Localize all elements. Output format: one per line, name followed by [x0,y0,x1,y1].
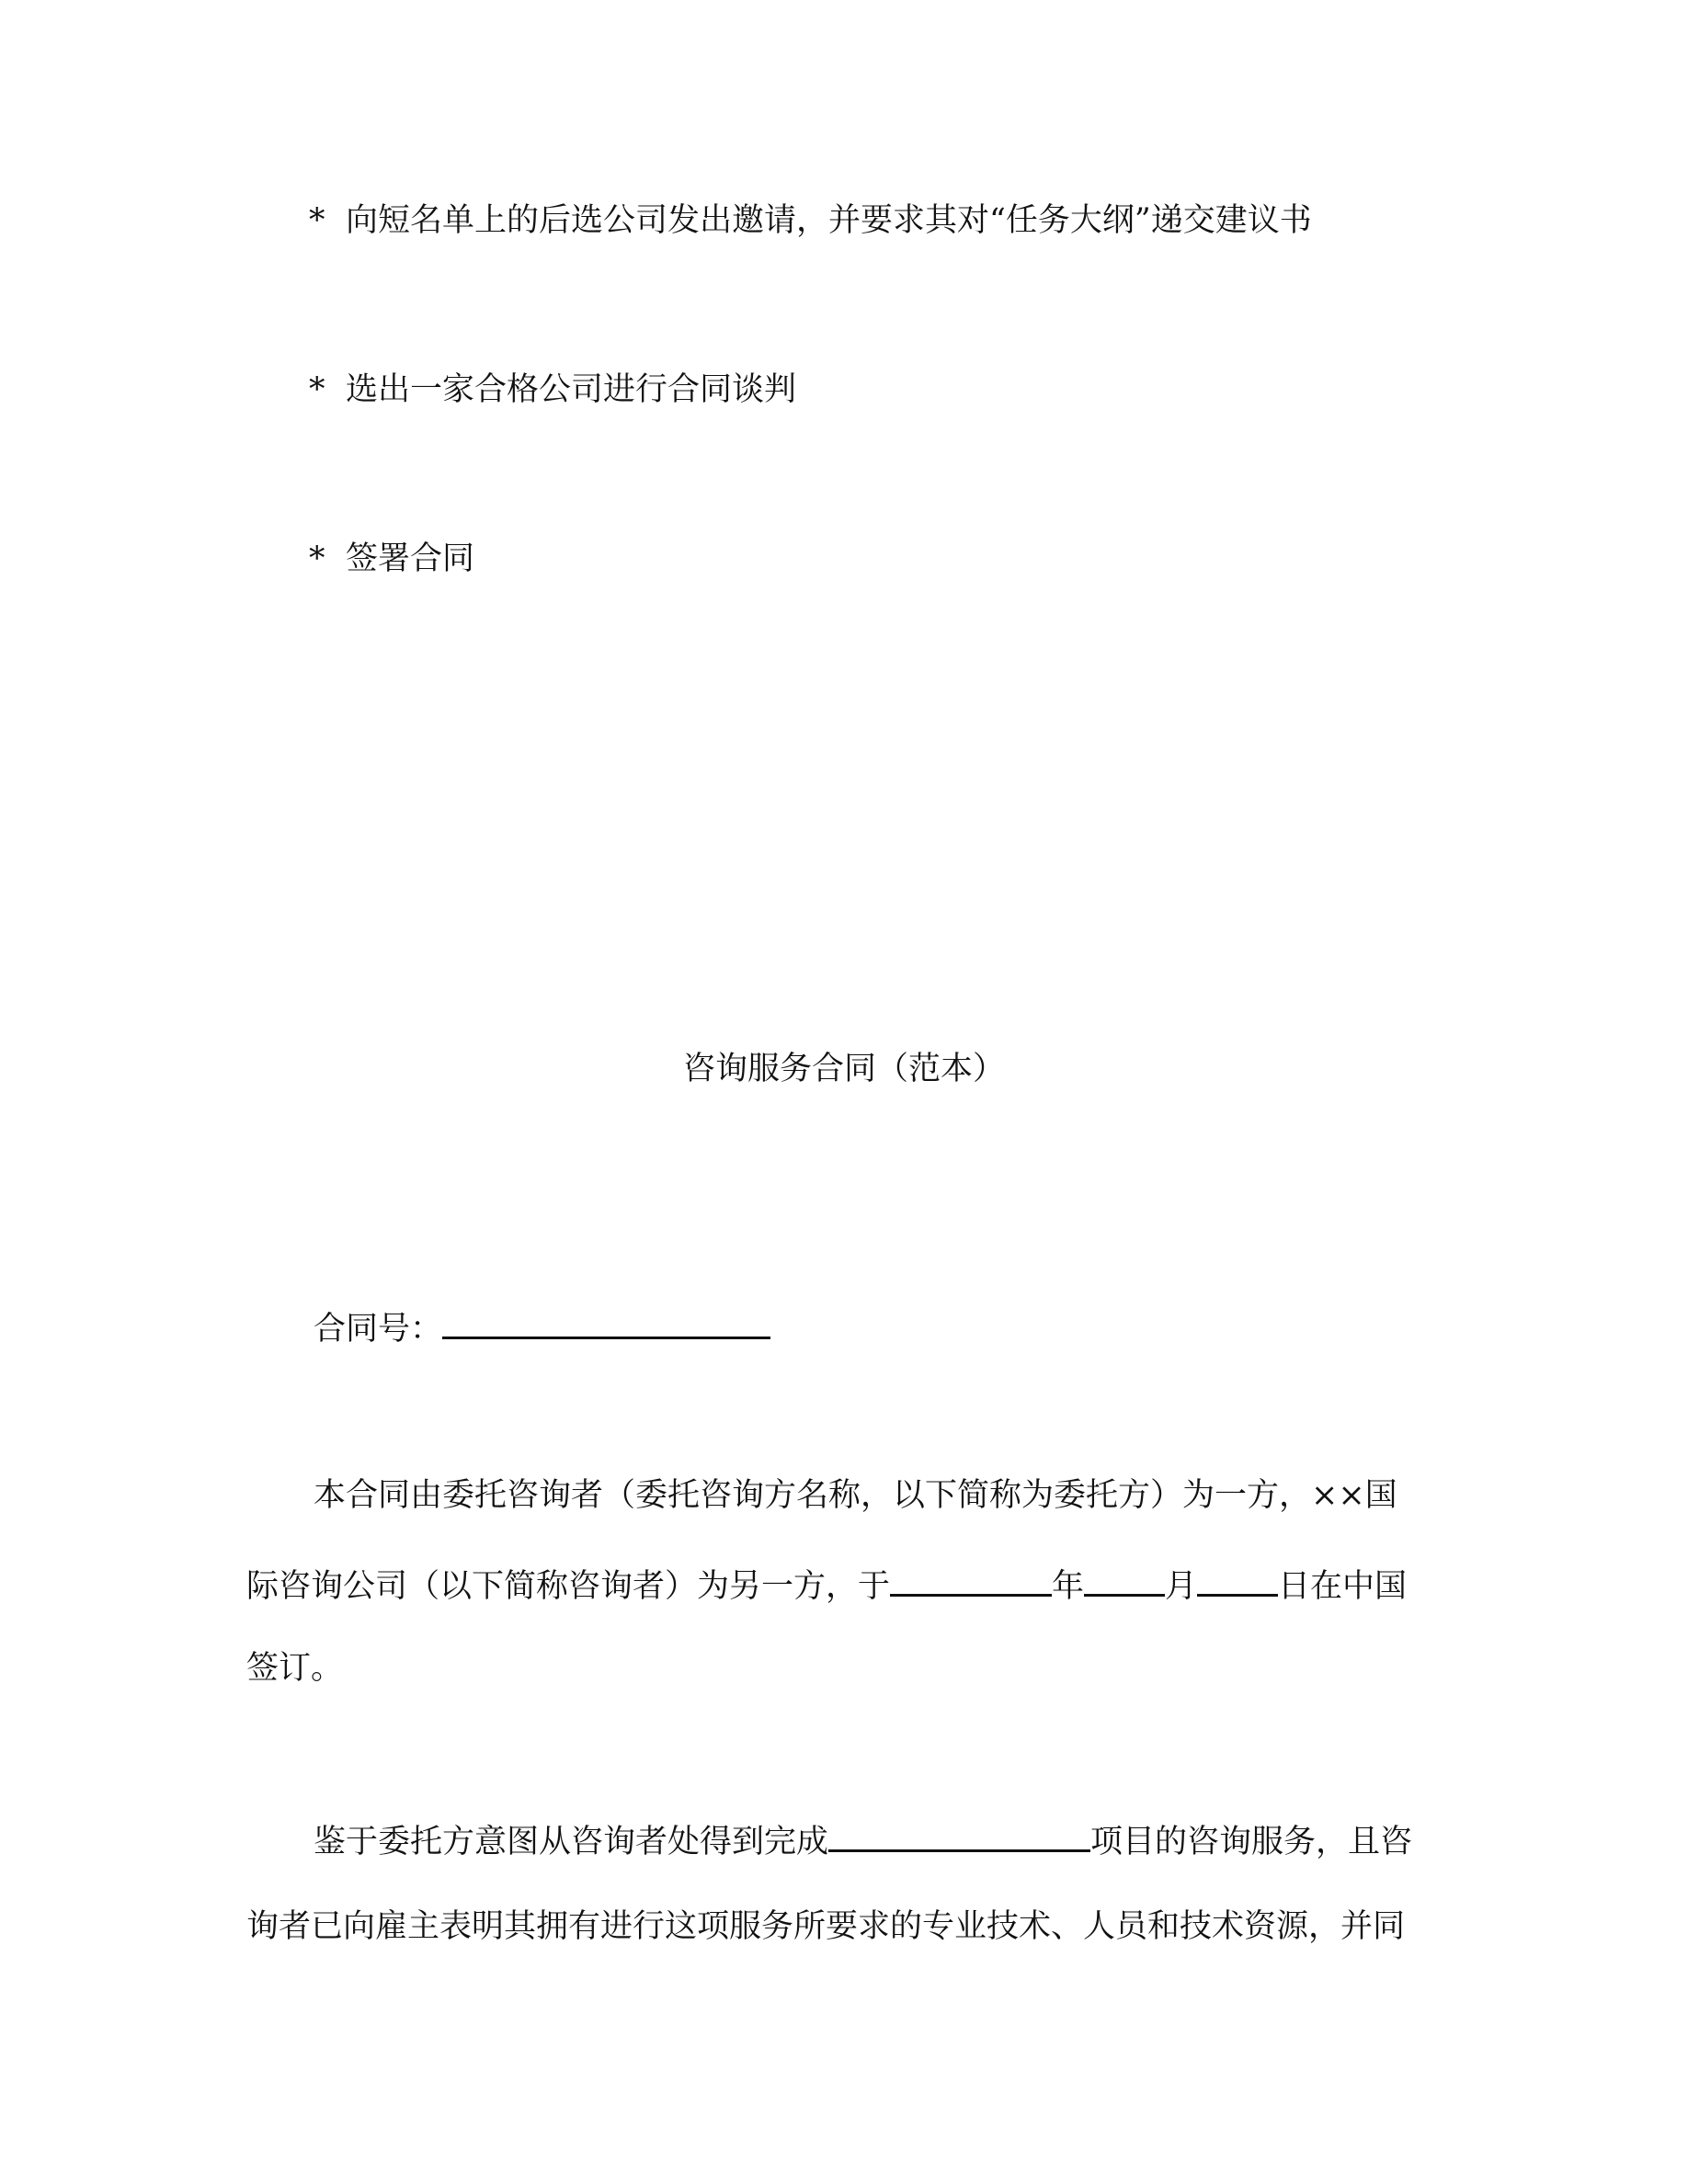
contract-number-blank[interactable] [442,1305,770,1339]
year-blank[interactable] [890,1563,1052,1597]
paragraph-1-line-2 [246,1563,1407,1609]
month-label: 月 [1165,1568,1198,1605]
bullet-text: 向短名单上的后选公司发出邀请，并要求其对“任务大纲”递交建议书 [346,202,1312,239]
contract-title: 咨询服务合同（范本） [682,1051,1005,1087]
paragraph-1-line-1: 本合同由委托咨询者（委托咨询方名称，以下简称为委托方）为一方，××国 [314,1477,1397,1514]
contract-number-line [314,1305,770,1351]
para2-text-b: 项目的咨询服务，且咨 [1090,1824,1413,1860]
para1-text-a: 际咨询公司（以下简称咨询者）为另一方，于 [246,1568,891,1605]
bullet-item-select [309,368,796,412]
day-label: 日在中国 [1278,1568,1408,1605]
contract-number-label: 合同号： [314,1311,443,1348]
bullet-marker: * [309,371,325,408]
project-blank[interactable] [828,1818,1090,1852]
bullet-marker: * [309,540,325,577]
month-blank[interactable] [1084,1563,1165,1597]
paragraph-2-line-2: 询者已向雇主表明其拥有进行这项服务所要求的专业技术、人员和技术资源，并同 [246,1908,1406,1945]
year-label: 年 [1052,1568,1085,1605]
para2-text-a: 鉴于委托方意图从咨询者处得到完成 [314,1824,829,1860]
bullet-text: 签署合同 [346,540,475,577]
bullet-item-invite [309,199,1312,243]
bullet-marker: * [309,202,325,239]
paragraph-2-line-1 [314,1818,1412,1864]
bullet-text: 选出一家合格公司进行合同谈判 [346,371,797,408]
bullet-item-sign [309,537,474,581]
paragraph-1-line-3: 签订。 [246,1650,344,1687]
day-blank[interactable] [1197,1563,1278,1597]
